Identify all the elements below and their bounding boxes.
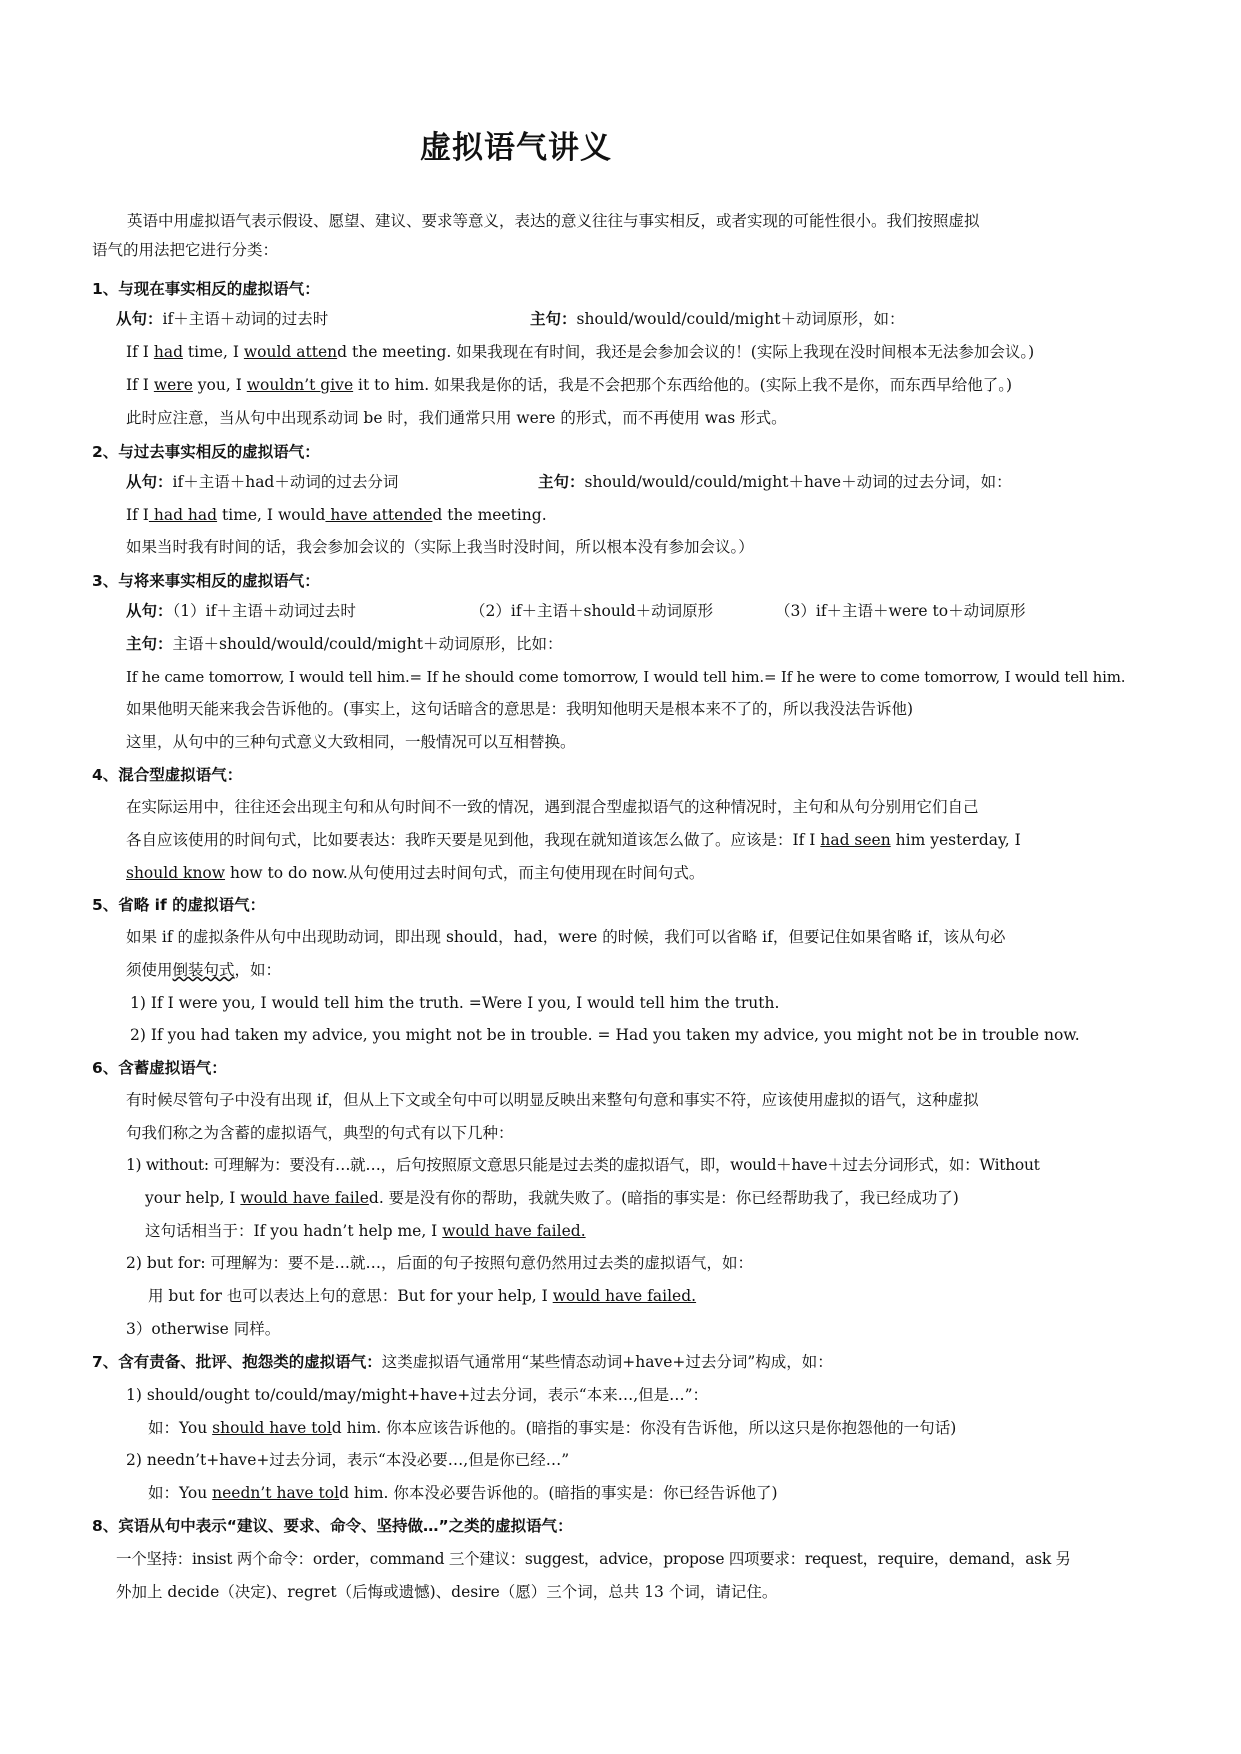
section-3-clause-2: （2）if＋主语＋should＋动词原形 bbox=[470, 602, 714, 620]
section-6-heading: 6、含蓄虚拟语气： bbox=[92, 1059, 227, 1077]
section-4-para-1: 在实际运用中，往往还会出现主句和从句时间不一致的情况，遇到混合型虚拟语气的这种情况时，主句和从句分别用它们自己 bbox=[126, 798, 979, 816]
section-6-para-1: 有时候尽管句子中没有出现 if，但从上下文或全句中可以明显反映出来整句句意和事实不符，应该使用虚拟的语气，这种虚拟 bbox=[126, 1091, 979, 1109]
section-8-para-1: 一个坚持：insist 两个命令：order，command 三个建议：suggest，advice，propose 四项要求：request，require，demand，ask 另 bbox=[116, 1550, 1071, 1568]
section-5-para-2: 须使用倒装句式，如： bbox=[126, 961, 282, 979]
section-6-without-1: 1) without: 可理解为：要没有…就…，后句按照原文意思只能是过去类的虚拟语气，即，would＋have＋过去分词形式，如：Without bbox=[126, 1156, 1040, 1174]
section-1-note: 此时应注意，当从句中出现系动词 be 时，我们通常只用 were 的形式，而不再使用 was 形式。 bbox=[126, 409, 787, 427]
section-7-heading-line: 7、含有责备、批评、抱怨类的虚拟语气：这类虚拟语气通常用“某些情态动词+have+过去分词”构成，如： bbox=[92, 1353, 833, 1371]
section-4-para-3: should know how to do now.从句使用过去时间句式，而主句使用现在时间句式。 bbox=[126, 864, 705, 882]
section-8-heading: 8、宾语从句中表示“建议、要求、命令、坚持做…”之类的虚拟语气： bbox=[92, 1517, 573, 1535]
section-7-heading: 7、含有责备、批评、抱怨类的虚拟语气： bbox=[92, 1353, 382, 1371]
main-text: should/would/could/might＋动词原形，如： bbox=[576, 310, 905, 328]
section-3-example-2: 如果他明天能来我会告诉他的。(事实上，这句话暗含的意思是：我明知他明天是根本来不了的，所以我没法告诉他) bbox=[126, 700, 914, 718]
section-4-heading: 4、混合型虚拟语气： bbox=[92, 766, 243, 784]
section-7-item-2-example: 如：You needn’t have told him. 你本没必要告诉他的。(暗指的事实是：你已经告诉他了) bbox=[148, 1484, 778, 1502]
section-6-without-2: your help, I would have failed. 要是没有你的帮助，我就失败了。(暗指的事实是：你已经帮助我了，我已经成功了) bbox=[145, 1189, 959, 1207]
section-6-butfor-1: 2) but for: 可理解为：要不是…就…，后面的句子按照句意仍然用过去类的虚拟语气，如： bbox=[126, 1254, 754, 1272]
section-2-example-2: 如果当时我有时间的话，我会参加会议的（实际上我当时没时间，所以根本没有参加会议。） bbox=[126, 538, 754, 556]
section-1-heading: 1、与现在事实相反的虚拟语气： bbox=[92, 280, 320, 298]
section-6-butfor-2: 用 but for 也可以表达上句的意思：But for your help, I would have failed. bbox=[148, 1287, 697, 1305]
section-3-note: 这里，从句中的三种句式意义大致相同，一般情况可以互相替换。 bbox=[126, 733, 576, 751]
section-2-example-1: If I had had time, I would have attended the meeting. bbox=[126, 506, 547, 524]
section-7-item-2: 2) needn’t+have+过去分词，表示“本没必要…,但是你已经…” bbox=[126, 1451, 570, 1469]
section-3-clause-rule: 从句：（1）if＋主语＋动词过去时 bbox=[126, 602, 356, 620]
section-6-without-3: 这句话相当于：If you hadn’t help me, I would have failed. bbox=[145, 1222, 586, 1240]
section-6-otherwise: 3）otherwise 同样。 bbox=[126, 1320, 281, 1338]
section-8-para-2: 外加上 decide（决定)、regret（后悔或遗憾)、desire（愿）三个词，总共 13 个词，请记住。 bbox=[116, 1583, 778, 1601]
section-3-example-1: If he came tomorrow, I would tell him.= If he should come tomorrow, I would tell him.= If he were to come tomorrow, I would tell him. bbox=[126, 668, 1126, 686]
section-2-heading: 2、与过去事实相反的虚拟语气： bbox=[92, 443, 320, 461]
section-1-clause-rule bbox=[116, 309, 328, 329]
section-6-para-2: 句我们称之为含蓄的虚拟语气，典型的句式有以下几种： bbox=[126, 1124, 514, 1142]
section-5-para-1: 如果 if 的虚拟条件从句中出现助动词，即出现 should，had，were 的时候，我们可以省略 if，但要记住如果省略 if，该从句必 bbox=[126, 928, 1006, 946]
section-5-example-2: 2) If you had taken my advice, you might not be in trouble. = Had you taken my advice, you might not be in trouble now. bbox=[130, 1026, 1080, 1044]
section-3-main-rule: 主句：主语＋should/would/could/might＋动词原形，比如： bbox=[126, 635, 563, 653]
section-2-clause-rule: 从句：if＋主语＋had＋动词的过去分词 bbox=[126, 473, 399, 491]
section-1-main-rule bbox=[530, 309, 904, 329]
main-label: 主句： bbox=[530, 310, 577, 328]
clause-text: if＋主语＋动词的过去时 bbox=[162, 310, 329, 328]
intro-line-2: 语气的用法把它进行分类： bbox=[92, 241, 279, 259]
section-1-example-1: If I had time, I would attend the meeting. 如果我现在有时间，我还是会参加会议的！(实际上我现在没时间根本无法参加会议。) bbox=[126, 343, 1035, 361]
section-2-main-rule: 主句：should/would/could/might＋have＋动词的过去分词，如： bbox=[538, 473, 1012, 491]
section-7-item-1: 1) should/ought to/could/may/might+have+过去分词，表示“本来…,但是…”： bbox=[126, 1386, 709, 1404]
section-5-example-1: 1) If I were you, I would tell him the truth. =Were I you, I would tell him the truth. bbox=[130, 994, 780, 1012]
document-title: 虚拟语气讲义 bbox=[420, 130, 612, 166]
section-3-heading: 3、与将来事实相反的虚拟语气： bbox=[92, 572, 320, 590]
section-3-clause-3: （3）if＋主语＋were to＋动词原形 bbox=[775, 602, 1026, 620]
section-1-example-2: If I were you, I wouldn’t give it to him. 如果我是你的话，我是不会把那个东西给他的。(实际上我不是你，而东西早给他了。) bbox=[126, 376, 1012, 394]
section-7-item-1-example: 如：You should have told him. 你本应该告诉他的。(暗指的事实是：你没有告诉他，所以这只是你抱怨他的一句话) bbox=[148, 1419, 957, 1437]
section-4-para-2: 各自应该使用的时间句式，比如要表达：我昨天要是见到他，我现在就知道该怎么做了。应该是：If I had seen him yesterday, I bbox=[126, 831, 1021, 849]
section-5-heading: 5、省略 if 的虚拟语气： bbox=[92, 896, 266, 914]
intro-line-1: 英语中用虚拟语气表示假设、愿望、建议、要求等意义，表达的意义往往与事实相反，或者实现的可能性很小。我们按照虚拟 bbox=[127, 212, 980, 230]
clause-label: 从句： bbox=[116, 310, 163, 328]
